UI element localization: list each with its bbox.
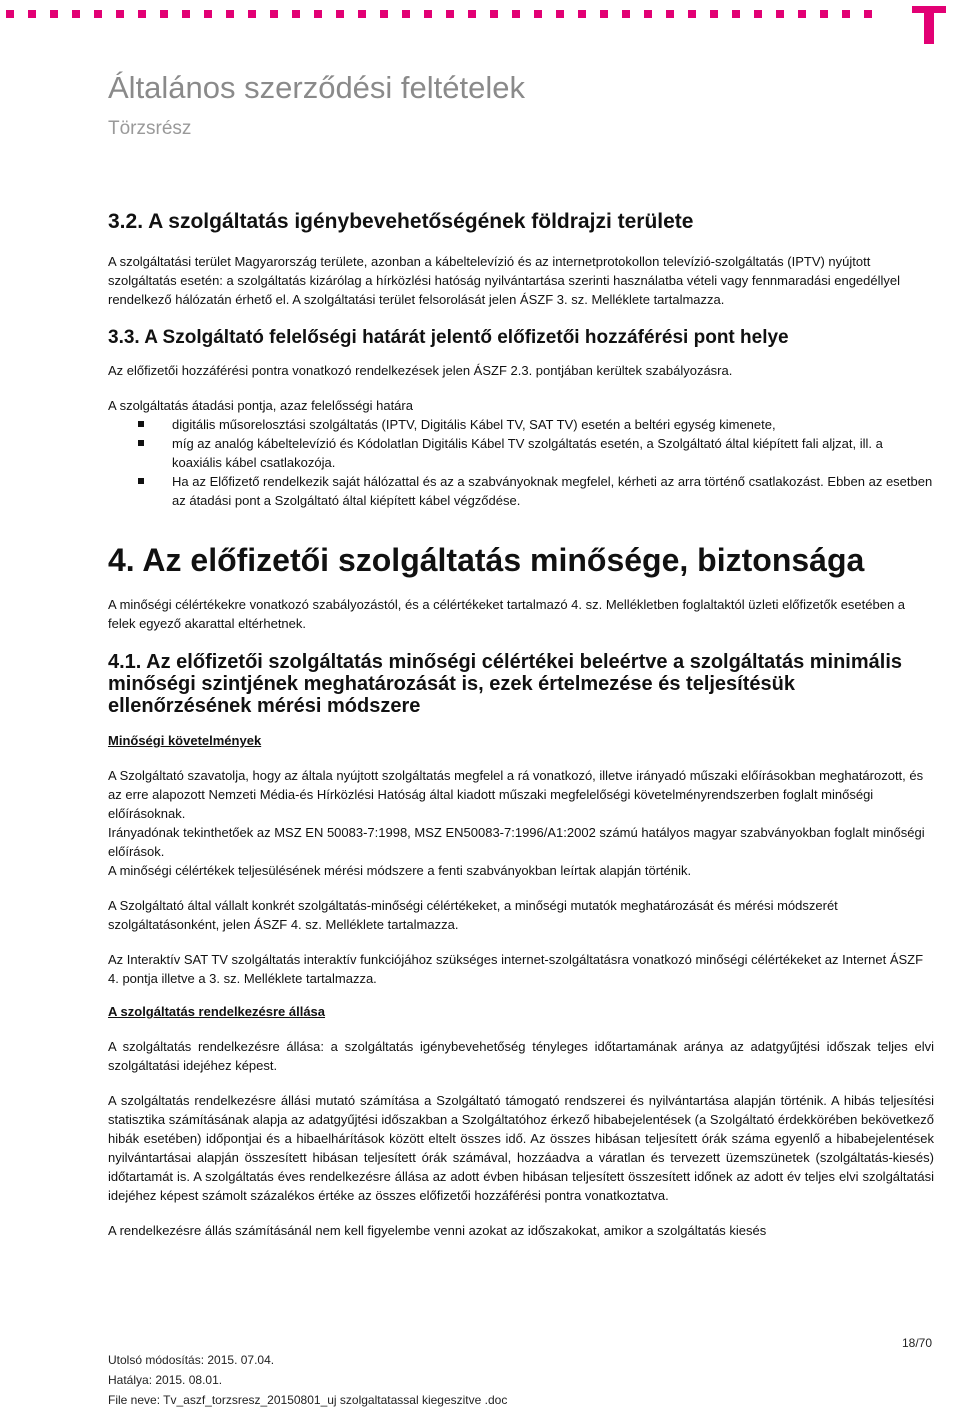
list-item: Ha az Előfizető rendelkezik saját hálózattal és az a szabványoknak megfelel, kérheti az arra történő csatlakozást. Ebben az esetben az átadási pont a Szolgáltató által kiépített kábel végződése. (138, 472, 934, 510)
section-4-heading: 4. Az előfizetői szolgáltatás minősége, biztonsága (108, 542, 865, 578)
brand-dot (380, 10, 388, 18)
brand-dot (710, 10, 718, 18)
brand-dot (732, 10, 740, 18)
brand-dot (336, 10, 344, 18)
brand-dot (402, 10, 410, 18)
bullet-list (108, 415, 934, 510)
brand-dot (138, 10, 146, 18)
paragraph: A Szolgáltató által vállalt konkrét szolgáltatás-minőségi célértékeket, a minőségi mutatók meghatározását és mérési módszerét szolgáltatásonként, jelen ÁSZF 4. sz. Melléklete tartalmazza. (108, 898, 838, 932)
subheading-availability: A szolgáltatás rendelkezésre állása (108, 1004, 326, 1019)
paragraph: A minőségi célértékekre vonatkozó szabályozástól, és a célértékeket tartalmazó 4. sz. Mellékletben foglaltaktól üzleti előfizetők esetében a felek egyező akarattal eltérhetnek. (108, 597, 906, 631)
footer-filename: File neve: Tv_aszf_torzsresz_20150801_uj szolgaltatassal kiegeszitve .doc (108, 1393, 508, 1407)
brand-dot (600, 10, 608, 18)
brand-dot (270, 10, 278, 18)
brand-dot (94, 10, 102, 18)
brand-dot (798, 10, 806, 18)
brand-dot (160, 10, 168, 18)
footer (108, 1350, 934, 1410)
paragraph: A rendelkezésre állás számításánál nem kell figyelembe venni azokat az időszakokat, amikor a szolgáltatás kiesés (108, 1223, 767, 1238)
brand-dot (490, 10, 498, 18)
brand-dot (50, 10, 58, 18)
brand-dot (468, 10, 476, 18)
brand-dot (204, 10, 212, 18)
brand-dot (446, 10, 454, 18)
document-title: Általános szerződési feltételek (108, 70, 526, 105)
paragraph: Irányadónak tekinthetőek az MSZ EN 50083-7:1998, MSZ EN50083-7:1996/A1:2002 számú hatályos magyar szabványokban foglalt minőségi előírások. (108, 825, 925, 859)
brand-dot (358, 10, 366, 18)
brand-dot (6, 10, 14, 18)
brand-dot (512, 10, 520, 18)
brand-dot (314, 10, 322, 18)
list-item: míg az analóg kábeltelevízió és Kódolatlan Digitális Kábel TV szolgáltatás esetén, a Szolgáltató által kiépített fali aljzat, ill. a koaxiális kábel csatlakozója. (138, 434, 934, 472)
section-3-3-heading: 3.3. A Szolgáltató felelőségi határát jelentő előfizetői hozzáférési pont helye (108, 327, 789, 348)
paragraph: Az előfizetői hozzáférési pontra vonatkozó rendelkezések jelen ÁSZF 2.3. pontjában kerültek szabályozásra. (108, 363, 733, 378)
brand-dot (28, 10, 36, 18)
brand-dot (666, 10, 674, 18)
footer-effective: Hatálya: 2015. 08.01. (108, 1373, 223, 1387)
brand-dot (292, 10, 300, 18)
brand-dot (864, 10, 872, 18)
brand-dots (6, 10, 872, 18)
brand-dot (842, 10, 850, 18)
list-item: digitális műsorelosztási szolgáltatás (IPTV, Digitális Kábel TV, SAT TV) esetén a beltéri egység kimenete, (138, 415, 934, 434)
footer-modified: Utolsó módosítás: 2015. 07.04. (108, 1353, 275, 1367)
paragraph: A Szolgáltató szavatolja, hogy az általa nyújtott szolgáltatás megfelel a rá vonatkozó, illetve irányadó műszaki előírásokban meghatározott, és az erre alapozott Nemzeti Média-és Hírközlési Hatóság által kiadott műszaki megfelelőségi követelményrendszerben foglalt minőségi előírásoknak. (108, 768, 924, 821)
brand-bar (0, 10, 960, 24)
brand-dot (754, 10, 762, 18)
telekom-logo-icon (912, 0, 946, 46)
section-3-2-heading: 3.2. A szolgáltatás igénybevehetőségének földrajzi területe (108, 210, 694, 233)
page-number: 18/70 (901, 1336, 932, 1350)
paragraph: A szolgáltatási terület Magyarország területe, azonban a kábeltelevízió és az internetprotokollon televízió-szolgáltatás (IPTV) nyújtott szolgáltatás esetén: a szolgáltatás kizárólag a hírközlési hatóság nyilvántartása szerinti használatba vételi vagy fennmaradási engedéllyel rendelkező hálózatán érhető el. A szolgáltatási terület felsorolását jelen ÁSZF 3. sz. Melléklete tartalmazza. (108, 254, 901, 307)
brand-dot (644, 10, 652, 18)
brand-dot (182, 10, 190, 18)
brand-dot (776, 10, 784, 18)
paragraph: A szolgáltatás rendelkezésre állása: a szolgáltatás igénybevehetőség tényleges időtartamának aránya az adatgyűjtési időszak teljes elvi szolgáltatási idejéhez képest. (108, 1039, 934, 1073)
brand-dot (226, 10, 234, 18)
brand-dot (116, 10, 124, 18)
paragraph: A szolgáltatás rendelkezésre állási mutató számítása a Szolgáltató támogató rendszerei és nyilvántartása alapján történik. A hibás teljesítési statisztika számításának alapja az adatgyűjtési időszakban a Szolgáltatóhoz érkező hibabejelentések (a Szolgáltató érdekkörében bekövetkező hibák esetében) időpontjai és a hibaelhárítások között eltelt összes idő. Az összes hibásan teljesített órák száma egyenlő a hibabejelentések nyilvántartásai alapján összesített hibásan teljesített órák számával, hozzáadva a váratlan és tervezett üzemszünetek (szolgáltatás-kiesés) időtartamát is. A szolgáltatás éves rendelkezésre állása az adott évben hibásan teljesített összesített időnek az adott év teljes elvi szolgáltatási idejéhez képest számolt százalékos értéke az összes előfizetői hozzáférési pontra vonatkoztatva. (108, 1093, 934, 1203)
brand-dot (820, 10, 828, 18)
brand-dot (72, 10, 80, 18)
document-subtitle: Törzsrész (108, 118, 192, 139)
brand-dot (622, 10, 630, 18)
paragraph: A szolgáltatás átadási pontja, azaz felelősségi határa (108, 398, 413, 413)
brand-dot (424, 10, 432, 18)
logo-stem (924, 6, 934, 44)
brand-dot (556, 10, 564, 18)
brand-dot (578, 10, 586, 18)
paragraph: Az Interaktív SAT TV szolgáltatás interaktív funkciójához szükséges internet-szolgáltatásra vonatkozó minőségi célértékeket az Internet ÁSZF 4. pontja illetve a 3. sz. Melléklete tartalmazza. (108, 952, 924, 986)
document-body (108, 210, 934, 1240)
paragraph: A minőségi célértékek teljesülésének mérési módszere a fenti szabványokban leírtak alapján történik. (108, 863, 692, 878)
subheading-quality-requirements: Minőségi követelmények (108, 733, 262, 748)
brand-dot (534, 10, 542, 18)
brand-dot (248, 10, 256, 18)
brand-dot (688, 10, 696, 18)
section-4-1-heading: 4.1. Az előfizetői szolgáltatás minőségi célértékei beleértve a szolgáltatás minimális minőségi szintjének meghatározását is, ezek értelmezése és teljesítésük ellenőrzésének mérési módszere (108, 651, 903, 717)
